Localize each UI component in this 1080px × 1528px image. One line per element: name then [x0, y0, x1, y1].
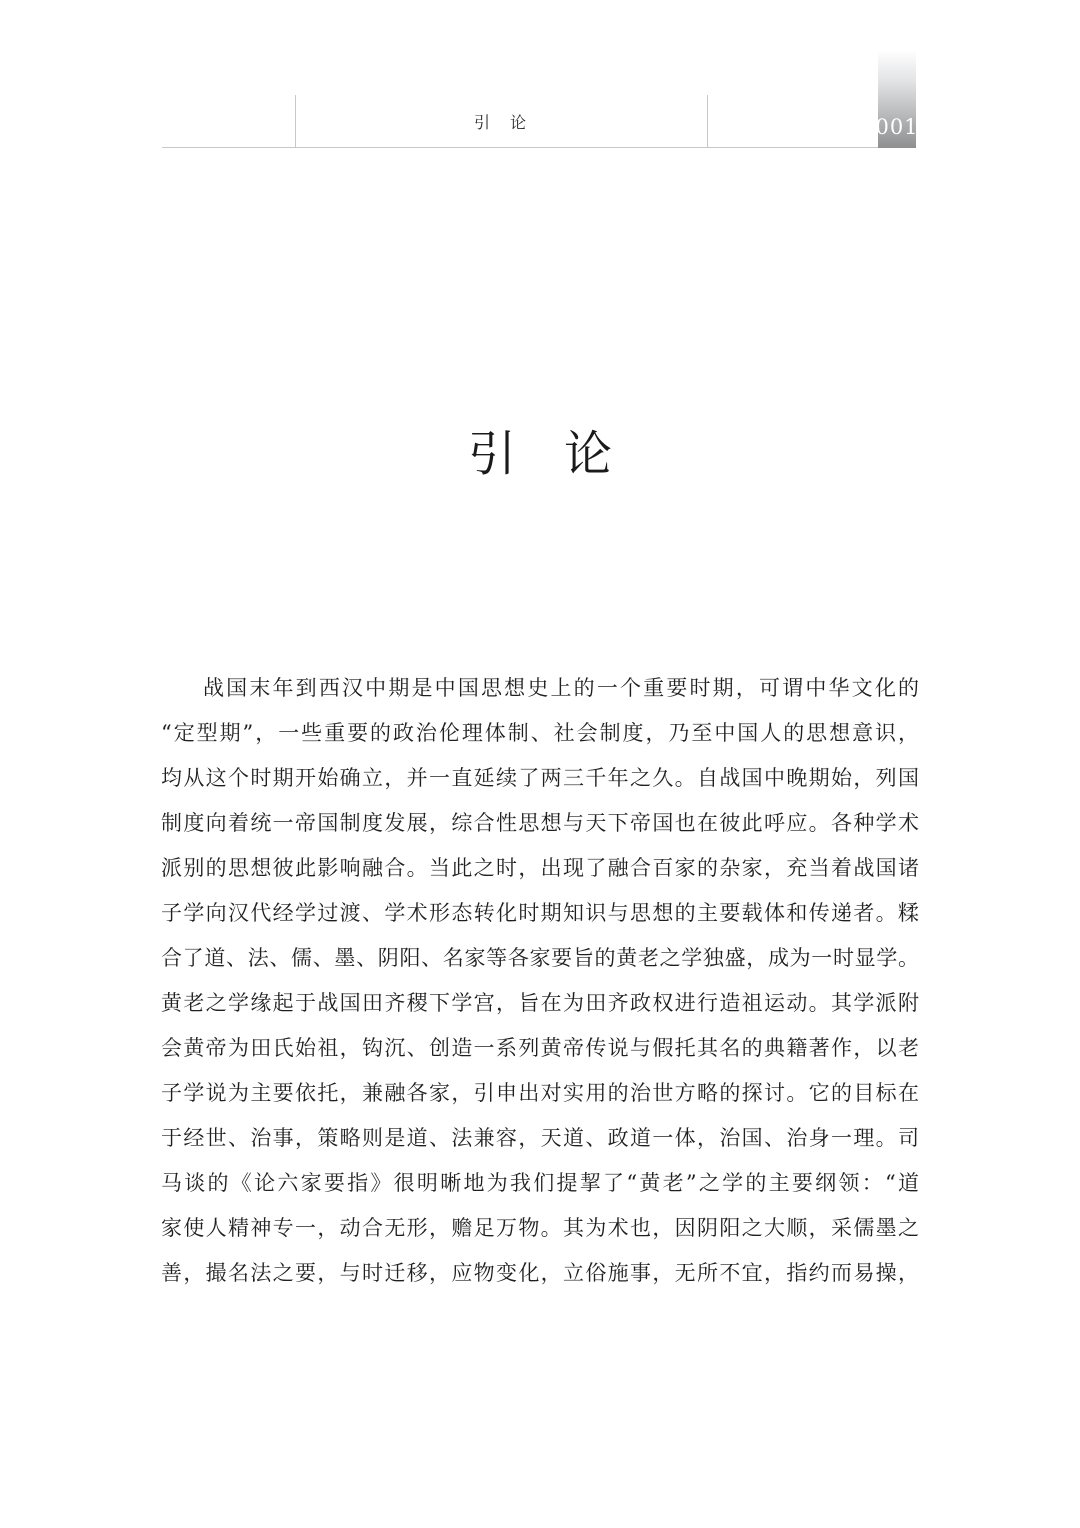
body-paragraph	[161, 666, 919, 1296]
running-header-title: 引 论	[473, 113, 528, 132]
body-line: 均从这个时期开始确立，并一直延续了两三千年之久。自战国中晚期始，列国	[161, 766, 919, 790]
body-line: 马谈的《论六家要指》很明晰地为我们提挈了“黄老”之学的主要纲领：“道	[161, 1171, 919, 1195]
body-line: “定型期”，一些重要的政治伦理体制、社会制度，乃至中国人的思想意识，	[161, 721, 919, 745]
body-line: 派别的思想彼此影响融合。当此之时，出现了融合百家的杂家，充当着战国诸	[161, 856, 919, 880]
body-line: 子学说为主要依托，兼融各家，引申出对实用的治世方略的探讨。它的目标在	[161, 1081, 919, 1105]
body-line: 会黄帝为田氏始祖，钩沉、创造一系列黄帝传说与假托其名的典籍著作，以老	[161, 1036, 919, 1060]
body-line: 制度向着统一帝国制度发展，综合性思想与天下帝国也在彼此呼应。各种学术	[161, 811, 919, 835]
body-line: 于经世、治事，策略则是道、法兼容，天道、政道一体，治国、治身一理。司	[161, 1126, 919, 1150]
body-line: 战国末年到西汉中期是中国思想史上的一个重要时期，可谓中华文化的	[203, 676, 919, 700]
header-rule	[162, 147, 878, 148]
chapter-title: 引 论	[467, 426, 612, 482]
body-line: 子学向汉代经学过渡、学术形态转化时期知识与思想的主要载体和传递者。糅	[161, 901, 919, 925]
body-line: 黄老之学缘起于战国田齐稷下学宫，旨在为田齐政权进行造祖运动。其学派附	[161, 991, 919, 1015]
body-line: 家使人精神专一，动合无形，赡足万物。其为术也，因阴阳之大顺，采儒墨之	[161, 1216, 919, 1240]
body-line: 合了道、法、儒、墨、阴阳、名家等各家要旨的黄老之学独盛，成为一时显学。	[161, 946, 919, 970]
page-number-tab	[875, 52, 919, 148]
header-tick-right	[707, 95, 708, 147]
page-number: 001	[875, 115, 919, 139]
body-line: 善，撮名法之要，与时迁移，应物变化，立俗施事，无所不宜，指约而易操，	[161, 1261, 919, 1285]
